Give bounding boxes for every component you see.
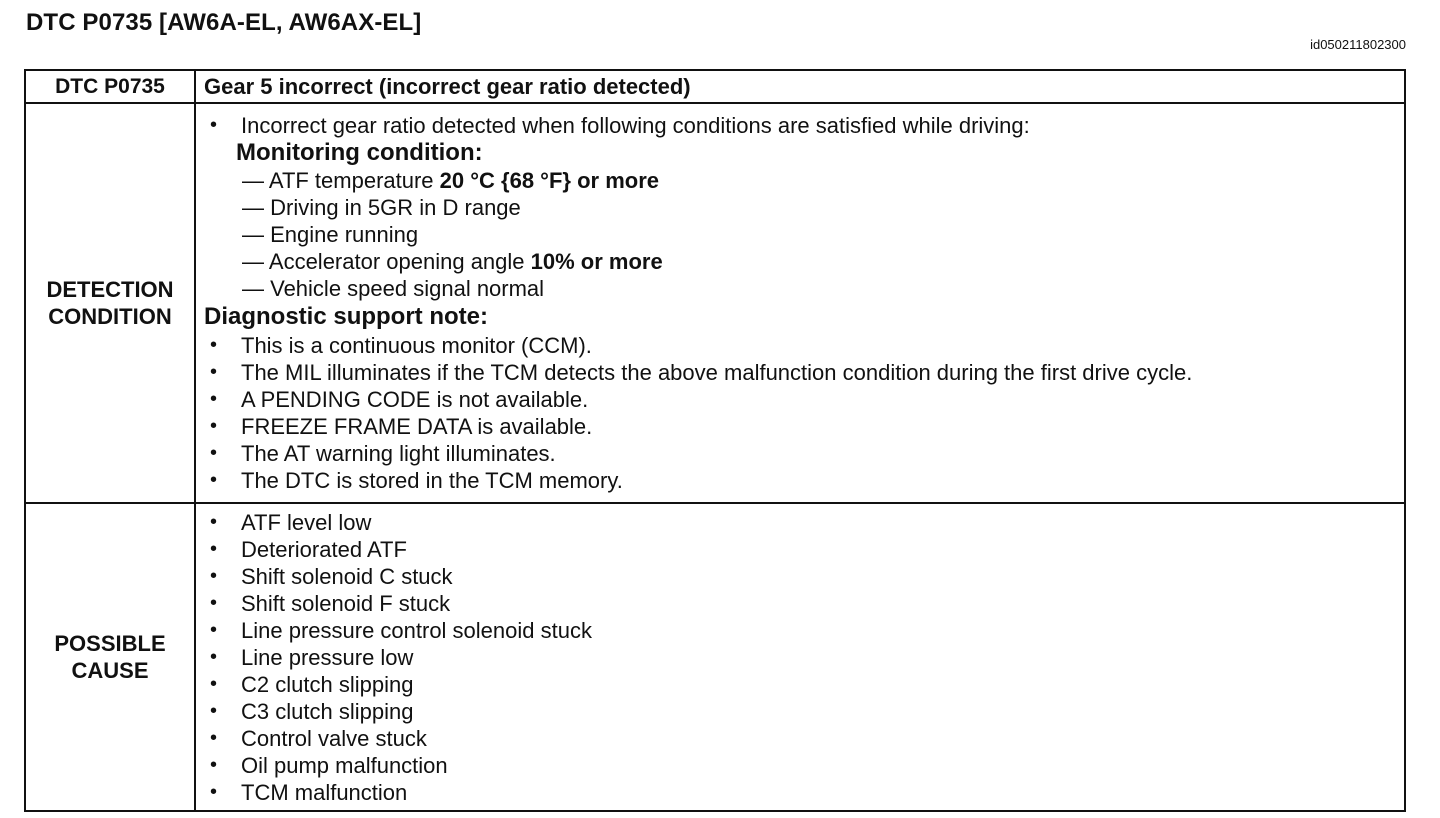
- dtc-table: [24, 69, 1406, 812]
- detection-intro-list: [204, 112, 1396, 139]
- cause-item: • C3 clutch slipping: [204, 698, 1396, 725]
- cause-item: • Line pressure control solenoid stuck: [204, 617, 1396, 644]
- monitoring-item-value: 20 °C {68 °F} or more: [439, 168, 660, 193]
- monitoring-item-text: — ATF temperature: [242, 168, 440, 193]
- document-id: id050211802300: [1310, 37, 1406, 52]
- diagnostic-note-heading: Diagnostic support note:: [204, 303, 488, 330]
- cause-item: • Oil pump malfunction: [204, 752, 1396, 779]
- detection-condition-label: [25, 103, 195, 503]
- cause-list: [204, 509, 1396, 806]
- monitoring-item: [204, 194, 1396, 221]
- detection-condition-content: [195, 103, 1405, 503]
- dtc-code-cell: DTC P0735: [25, 70, 195, 103]
- detection-condition-row: [25, 103, 1405, 503]
- diagnostic-note-item: • The MIL illuminates if the TCM detects the above malfunction condition during the first drive cycle.: [204, 359, 1396, 386]
- monitoring-item: [204, 248, 1396, 275]
- monitoring-item: [204, 275, 1396, 302]
- cause-label-line1: POSSIBLE: [54, 631, 166, 656]
- monitoring-item-value: 10% or more: [530, 249, 663, 274]
- diagnostic-notes-list: [204, 332, 1396, 494]
- cause-item: • Shift solenoid C stuck: [204, 563, 1396, 590]
- cause-item: • C2 clutch slipping: [204, 671, 1396, 698]
- monitoring-item-text: — Engine running: [242, 222, 419, 247]
- cause-item: • TCM malfunction: [204, 779, 1396, 806]
- table-header-row: [25, 70, 1405, 103]
- detection-intro: • Incorrect gear ratio detected when following conditions are satisfied while driving:: [204, 112, 1396, 139]
- cause-item: • Shift solenoid F stuck: [204, 590, 1396, 617]
- cause-item: • ATF level low: [204, 509, 1396, 536]
- cause-label-line2: CAUSE: [71, 658, 149, 683]
- possible-cause-content: [195, 503, 1405, 811]
- detection-label-line1: DETECTION: [46, 277, 174, 302]
- diagnostic-note-item: • The AT warning light illuminates.: [204, 440, 1396, 467]
- cause-item: • Control valve stuck: [204, 725, 1396, 752]
- dtc-description-cell: Gear 5 incorrect (incorrect gear ratio detected): [195, 70, 1405, 103]
- monitoring-heading: Monitoring condition:: [236, 139, 483, 166]
- monitoring-item: [204, 221, 1396, 248]
- diagnostic-note-item: • This is a continuous monitor (CCM).: [204, 332, 1396, 359]
- monitoring-list: [204, 167, 1396, 302]
- diagnostic-note-item: • The DTC is stored in the TCM memory.: [204, 467, 1396, 494]
- monitoring-item-text: — Vehicle speed signal normal: [242, 276, 545, 301]
- diagnostic-note-item: • FREEZE FRAME DATA is available.: [204, 413, 1396, 440]
- detection-label-line2: CONDITION: [48, 304, 172, 329]
- cause-item: • Deteriorated ATF: [204, 536, 1396, 563]
- monitoring-item: [204, 167, 1396, 194]
- diagnostic-note-item: • A PENDING CODE is not available.: [204, 386, 1396, 413]
- possible-cause-label: [25, 503, 195, 811]
- monitoring-item-text: — Accelerator opening angle: [242, 249, 531, 274]
- cause-item: • Line pressure low: [204, 644, 1396, 671]
- monitoring-item-text: — Driving in 5GR in D range: [242, 195, 521, 220]
- possible-cause-row: [25, 503, 1405, 811]
- page-title: DTC P0735 [AW6A-EL, AW6AX-EL]: [26, 9, 422, 36]
